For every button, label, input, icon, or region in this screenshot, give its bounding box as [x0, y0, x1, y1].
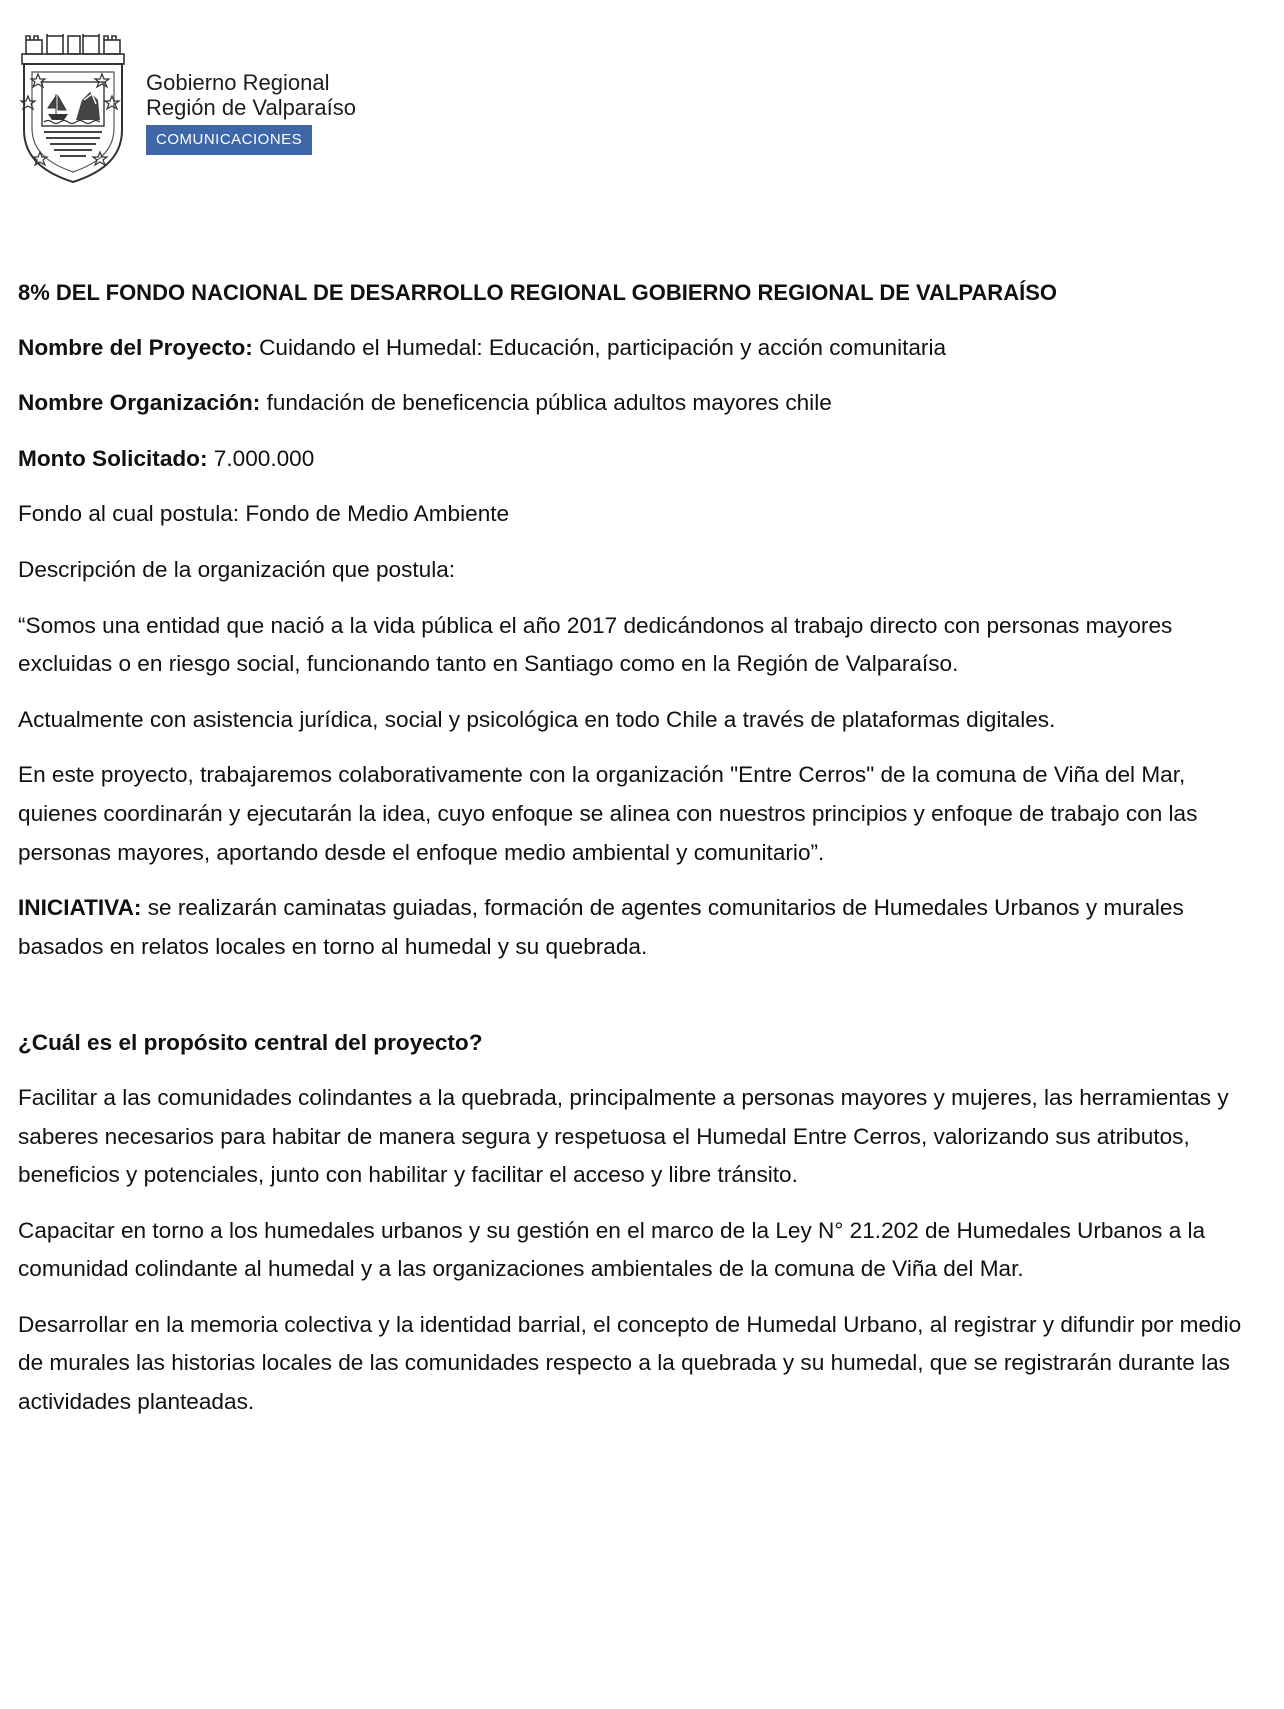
letterhead [18, 34, 438, 184]
initiative-value: se realizarán caminatas guiadas, formación de agentes comunitarios de Humedales Urbanos y murales basados en relatos locales en torno al humedal y su quebrada. [18, 895, 1184, 959]
purpose-question: ¿Cuál es el propósito central del proyecto? [18, 1030, 483, 1056]
description-paragraph-1: “Somos una entidad que nació a la vida pública el año 2017 dedicándonos al trabajo directo con personas mayores excluidas o en riesgo social, funcionando tanto en Santiago como en la Región de Valparaíso. [18, 612, 1173, 677]
amount-row [18, 440, 1268, 479]
organization-row [18, 384, 1268, 423]
description-heading: Descripción de la organización que postula: [18, 556, 456, 582]
purpose-paragraph-1: Facilitar a las comunidades colindantes a la quebrada, principalmente a personas mayores y mujeres, las herramientas y saberes necesarios para habitar de manera segura y respetuosa el Humedal Entre Cerros, valorizando sus atributos, beneficios y potenciales, junto con habilitar y facilitar el acceso y libre tránsito. [18, 1084, 1229, 1188]
description-paragraph-3: En este proyecto, trabajaremos colaborativamente con la organización "Entre Cerros" de la comuna de Viña del Mar, quienes coordinarán y ejecutarán la idea, cuyo enfoque se alinea con nuestros principios y enfoque de trabajo con las personas mayores, aportando desde el enfoque medio ambiental y comunitario”. [18, 762, 1198, 865]
letterhead-text [146, 70, 356, 155]
initiative-row [18, 889, 1268, 966]
project-name-row [18, 329, 1268, 368]
coat-of-arms-icon [18, 34, 128, 184]
document-title: 8% DEL FONDO NACIONAL DE DESARROLLO REGIONAL GOBIERNO REGIONAL DE VALPARAÍSO [18, 280, 1057, 305]
org-name-line2: Región de Valparaíso [146, 95, 356, 120]
initiative-label: INICIATIVA: [18, 895, 142, 921]
purpose-paragraph-2: Capacitar en torno a los humedales urbanos y su gestión en el marco de la Ley N° 21.202 de Humedales Urbanos a la comunidad colindante al humedal y a las organizaciones ambientales de la comuna de Viña del Mar. [18, 1217, 1206, 1282]
project-name-label: Nombre del Proyecto: [18, 334, 253, 360]
fund-row: Fondo al cual postula: Fondo de Medio Ambiente [18, 501, 510, 527]
project-name-value: Cuidando el Humedal: Educación, participación y acción comunitaria [259, 334, 947, 360]
amount-value: 7.000.000 [213, 445, 315, 471]
organization-label: Nombre Organización: [18, 390, 261, 416]
description-paragraph-2: Actualmente con asistencia jurídica, social y psicológica en todo Chile a través de plataformas digitales. [18, 706, 1056, 732]
purpose-paragraph-3: Desarrollar en la memoria colectiva y la identidad barrial, el concepto de Humedal Urbano, al registrar y difundir por medio de murales las historias locales de las comunidades respecto a la quebrada y su humedal, que se registrarán durante las actividades planteadas. [18, 1311, 1242, 1415]
amount-label: Monto Solicitado: [18, 445, 208, 471]
organization-value: fundación de beneficencia pública adultos mayores chile [266, 390, 832, 416]
department-badge: COMUNICACIONES [146, 125, 312, 155]
org-name-line1: Gobierno Regional [146, 70, 330, 95]
document-body [18, 274, 1268, 1439]
